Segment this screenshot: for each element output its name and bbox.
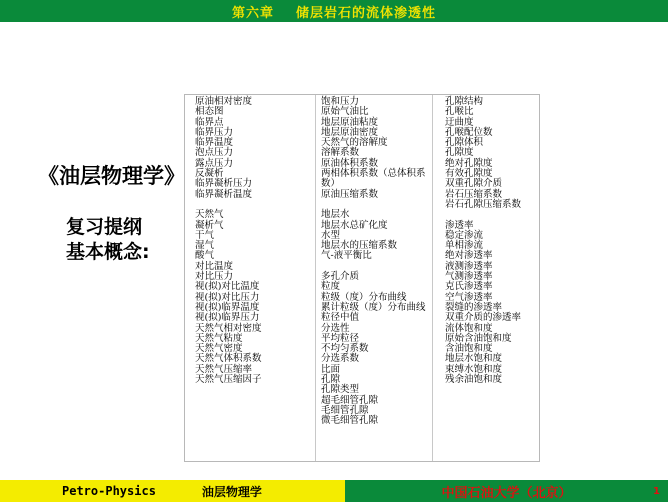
concept-item: 含油饱和度 (445, 343, 493, 355)
concept-item: 绝对渗透率 (445, 250, 493, 262)
concept-item: 露点压力 (195, 157, 234, 169)
concept-item: 迂曲度 (445, 116, 474, 128)
footer-course-en: Petro-Physics (62, 484, 156, 498)
concept-item: 湿气 (195, 240, 215, 252)
course-title: 《油层物理学》 (38, 164, 185, 188)
concept-item: 地层水总矿化度 (321, 219, 388, 231)
concept-item: 水型 (321, 229, 341, 241)
concept-item: 双重介质的渗透率 (445, 312, 522, 324)
concept-item: 粒度 (321, 281, 341, 293)
concept-item: 孔隙 (321, 374, 341, 386)
concept-item: 对比压力 (195, 271, 234, 283)
concept-item: 双重孔隙介质 (445, 178, 503, 190)
footer-course-cn: 油层物理学 (201, 484, 262, 499)
concept-item: 原油体积系数 (321, 157, 379, 169)
concept-item: 绝对孔隙度 (445, 157, 493, 169)
concept-item: 束缚水饱和度 (445, 363, 503, 375)
concept-item: 天然气体积系数 (195, 353, 262, 365)
concept-column-2 (315, 95, 433, 461)
concept-item: 毛细管孔隙 (321, 404, 369, 416)
concept-item: 临界压力 (195, 126, 234, 138)
concept-item: 地层水饱和度 (445, 353, 503, 365)
concept-table (184, 94, 540, 462)
concept-item: 地层水的压缩系数 (321, 240, 398, 252)
concept-item: 干气 (195, 229, 215, 241)
concept-item: 累计粒级（度）分布曲线 (321, 301, 426, 313)
concept-item: 孔隙类型 (321, 384, 360, 396)
footer-right (345, 480, 668, 502)
chapter-label: 第六章 (231, 5, 274, 21)
concept-item: 克氏渗透率 (445, 281, 493, 293)
concept-column-3 (445, 95, 541, 461)
concept-item: 溶解系数 (321, 147, 360, 159)
concept-item: 气测渗透率 (445, 271, 493, 283)
concept-item: 超毛细管孔隙 (321, 394, 379, 406)
concept-item: 空气渗透率 (445, 291, 493, 303)
concept-item: 原始气油比 (321, 106, 369, 118)
concept-item: 多孔介质 (321, 271, 360, 283)
concept-item: 不均匀系数 (321, 343, 369, 355)
concept-item: 天然气压缩率 (195, 363, 253, 375)
concept-item: 视(拟)临界温度 (195, 301, 260, 313)
concept-item: 视(拟)对比压力 (195, 291, 260, 303)
concept-item: 天然气相对密度 (195, 322, 262, 334)
concept-item: 流体饱和度 (445, 322, 493, 334)
concept-item: 天然气 (195, 209, 224, 221)
concept-item: 临界点 (195, 116, 224, 128)
concept-item: 天然气粘度 (195, 332, 243, 344)
concept-item: 反凝析 (195, 168, 224, 180)
concept-item: 孔隙结构 (445, 96, 484, 107)
concept-item: 单相渗流 (445, 240, 484, 252)
concept-item: 岩石孔隙压缩系数 (445, 198, 522, 210)
concept-item: 酸气 (195, 250, 215, 262)
concept-item: 稳定渗流 (445, 229, 484, 241)
concept-item: 分选系数 (321, 353, 360, 365)
concept-item: 粒级（度）分布曲线 (321, 291, 407, 303)
concept-item: 视(拟)临界压力 (195, 312, 260, 324)
concept-item: 残余油饱和度 (445, 374, 503, 386)
footer-left (0, 480, 345, 502)
concept-column-1 (195, 95, 303, 461)
concept-item: 平均粒径 (321, 332, 360, 344)
concept-item: 临界凝析温度 (195, 188, 253, 200)
header-bar (0, 0, 668, 22)
concept-item: 原油压缩系数 (321, 188, 379, 200)
concept-item: 渗透率 (445, 219, 474, 231)
concept-item: 天然气密度 (195, 343, 243, 355)
concept-item: 对比温度 (195, 260, 234, 272)
concept-item: 分选性 (321, 322, 350, 334)
concept-item: 孔喉配位数 (445, 126, 493, 138)
chapter-title: 储层岩石的流体渗透性 (296, 5, 437, 21)
concept-item: 临界凝析压力 (195, 178, 253, 190)
concept-item: 两相体积系数（总体积系数） (321, 168, 426, 190)
concepts-label: 基本概念: (66, 241, 150, 263)
concept-item: 天然气的溶解度 (321, 137, 388, 149)
concept-item: 液测渗透率 (445, 260, 493, 272)
concept-item: 孔喉比 (445, 106, 474, 118)
concept-item: 粒径中值 (321, 312, 360, 324)
concept-item: 临界温度 (195, 137, 234, 149)
concept-item: 饱和压力 (321, 96, 360, 107)
page-number: 1 (653, 486, 660, 497)
outline-heading (66, 215, 150, 265)
concept-item: 凝析气 (195, 219, 224, 231)
concept-item: 地层水 (321, 209, 350, 221)
concept-item: 原始含油饱和度 (445, 332, 512, 344)
concept-item: 孔隙度 (445, 147, 474, 159)
concept-item: 天然气压缩因子 (195, 374, 262, 386)
concept-item: 比面 (321, 363, 341, 375)
footer-university: 中国石油大学（北京） (441, 485, 572, 501)
concept-item: 相态图 (195, 106, 224, 118)
concept-item: 微毛细管孔隙 (321, 415, 379, 427)
concept-item: 孔隙体积 (445, 137, 484, 149)
concept-item: 泡点压力 (195, 147, 234, 159)
footer-bar (0, 480, 668, 502)
concept-item: 地层原油粘度 (321, 116, 379, 128)
concept-item: 地层原油密度 (321, 126, 379, 138)
outline-label: 复习提纲 (66, 216, 143, 238)
concept-item: 视(拟)对比温度 (195, 281, 260, 293)
concept-item: 裂缝的渗透率 (445, 301, 503, 313)
concept-item: 有效孔隙度 (445, 168, 493, 180)
concept-item: 原油相对密度 (195, 96, 253, 107)
concept-item: 气-液平衡比 (321, 250, 372, 262)
concept-item: 岩石压缩系数 (445, 188, 503, 200)
